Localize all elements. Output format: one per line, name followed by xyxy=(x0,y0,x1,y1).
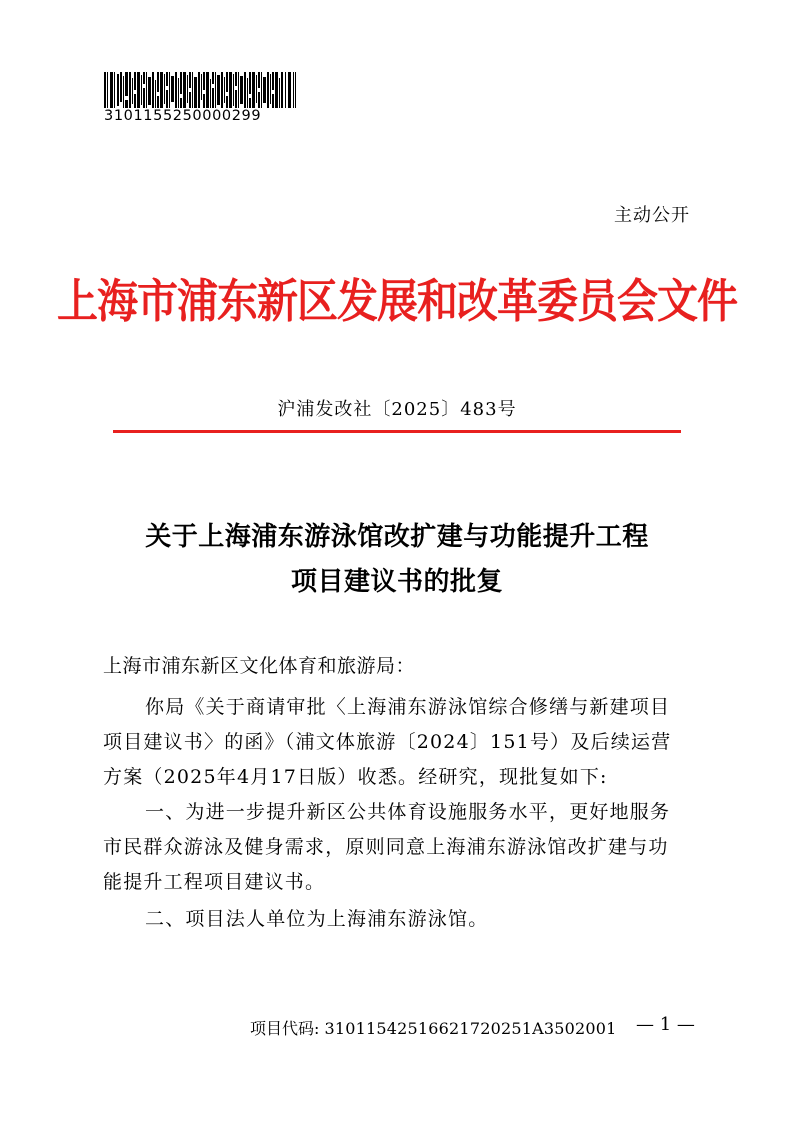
body-line: 一、为进一步提升新区公共体育设施服务水平，更好地服务 xyxy=(145,801,671,823)
document-title xyxy=(0,515,794,605)
title-line-1: 关于上海浦东游泳馆改扩建与功能提升工程 xyxy=(145,522,649,552)
body-line: 方案（2025年4月17日版）收悉。经研究，现批复如下: xyxy=(103,766,608,788)
red-divider xyxy=(113,430,681,433)
footer-project-code xyxy=(250,1016,617,1039)
disclosure-label: 主动公开 xyxy=(614,205,690,226)
body-text xyxy=(103,690,703,937)
salutation: 上海市浦东新区文化体育和旅游局： xyxy=(103,655,416,677)
body-line: 能提升工程项目建议书。 xyxy=(103,871,326,893)
barcode-block xyxy=(104,72,296,124)
body-line: 市民群众游泳及健身需求，原则同意上海浦东游泳馆改扩建与功 xyxy=(103,836,669,858)
body-line: 二、项目法人单位为上海浦东游泳馆。 xyxy=(145,908,489,930)
title-line-2: 项目建议书的批复 xyxy=(290,567,503,597)
page-number: — 1 — xyxy=(636,1014,695,1035)
issuer-heading: 上海市浦东新区发展和改革委员会文件 xyxy=(57,274,737,329)
project-code-label: 项目代码: xyxy=(250,1019,320,1038)
barcode-image xyxy=(104,72,296,108)
body-line: 项目建议书〉的函》（浦文体旅游〔2024〕151号）及后续运营 xyxy=(103,731,672,753)
body-line: 你局《关于商请审批〈上海浦东游泳馆综合修缮与新建项目 xyxy=(145,696,671,718)
barcode-number: 3101155250000299 xyxy=(104,108,262,124)
document-number: 沪浦发改社〔2025〕483号 xyxy=(277,399,517,420)
project-code-value: 31011542516621720251A3502001 xyxy=(324,1019,617,1038)
